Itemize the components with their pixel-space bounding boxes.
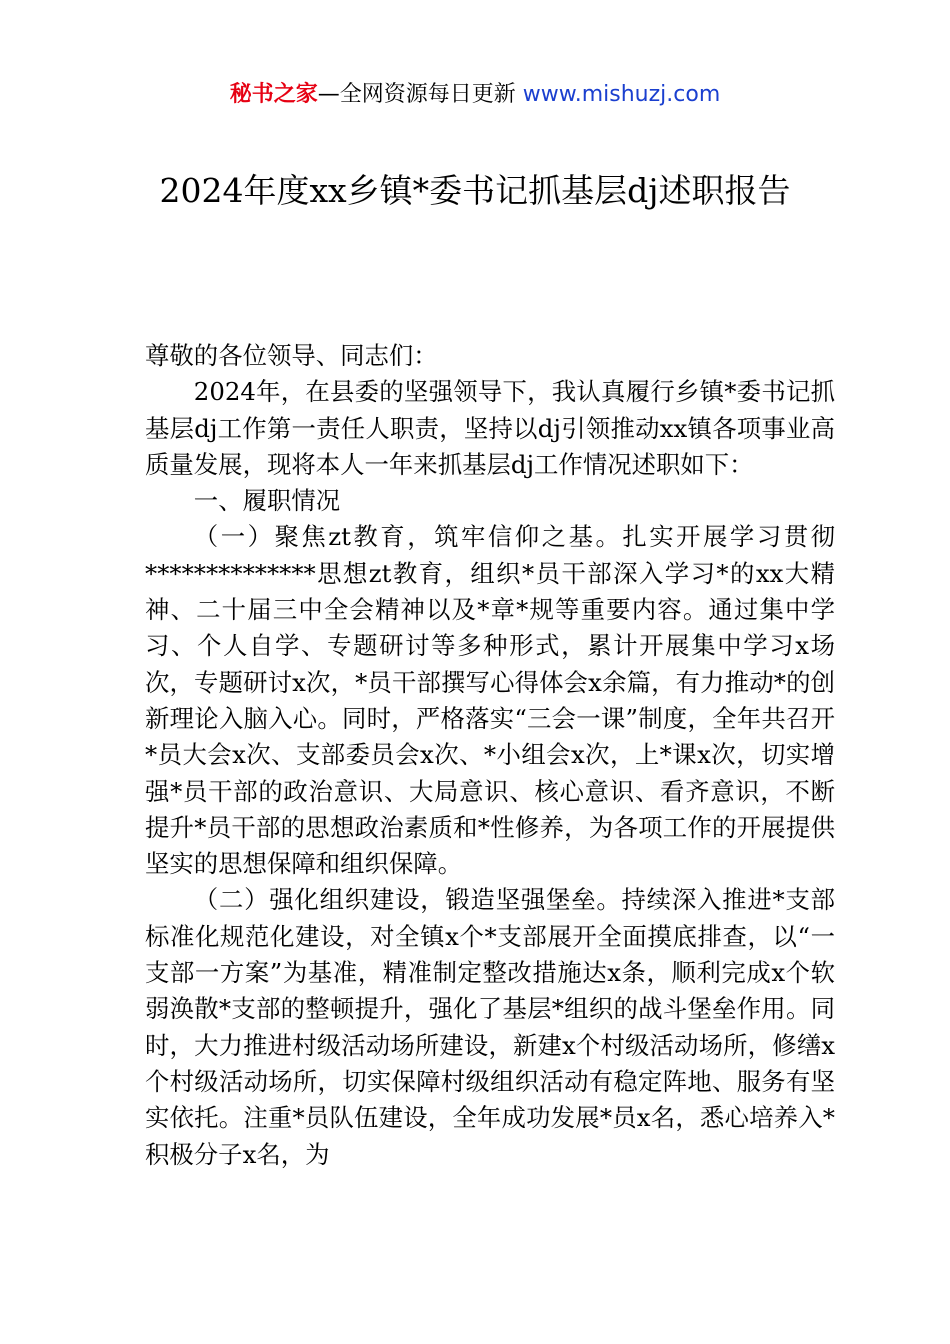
paragraph-subsection-1: （一）聚焦zt教育，筑牢信仰之基。扎实开展学习贯彻**************思想zt教育，组织*员干部深入学习*的xx大精神、二十届三中全会精神以及*章*规等重要内容。通过集中学习、个人自学、专题研讨等多种形式，累计开展集中学习x场次，专题研讨x次，*员干部撰写心得体会x余篇，有力推动*的创新理论入脑入心。同时，严格落实“三会一课”制度，全年共召开*员大会x次、支部委员会x次、*小组会x次，上*课x次，切实增强*员干部的政治意识、大局意识、核心意识、看齐意识，不断提升*员干部的思想政治素质和*性修养，为各项工作的开展提供坚实的思想保障和组织保障。	[145, 522, 835, 879]
section-heading: 一、履职情况	[193, 486, 341, 516]
site-tagline: —全网资源每日更新	[317, 82, 523, 107]
document-body	[145, 338, 835, 1173]
site-url[interactable]: www.mishuzj.com	[522, 82, 721, 107]
site-brand: 秘书之家	[229, 82, 318, 107]
document-title: 2024年度xx乡镇*委书记抓基层dj述职报告	[159, 171, 791, 210]
site-header	[0, 78, 950, 112]
salutation: 尊敬的各位领导、同志们：	[145, 341, 438, 370]
intro-paragraph: 2024年，在县委的坚强领导下，我认真履行乡镇*委书记抓基层dj工作第一责任人职责，坚持以dj引领推动xx镇各项事业高质量发展，现将本人一年来抓基层dj工作情况述职如下：	[145, 377, 835, 479]
paragraph-subsection-2: （二）强化组织建设，锻造坚强堡垒。持续深入推进*支部标准化规范化建设，对全镇x个*支部展开全面摸底排查，以“一支部一方案”为基准，精准制定整改措施达x条，顺利完成x个软弱涣散*支部的整顿提升，强化了基层*组织的战斗堡垒作用。同时，大力推进村级活动场所建设，新建x个村级活动场所，修缮x个村级活动场所，切实保障村级组织活动有稳定阵地、服务有坚实依托。注重*员队伍建设，全年成功发展*员x名，悉心培养入*积极分子x名，为	[145, 885, 835, 1169]
